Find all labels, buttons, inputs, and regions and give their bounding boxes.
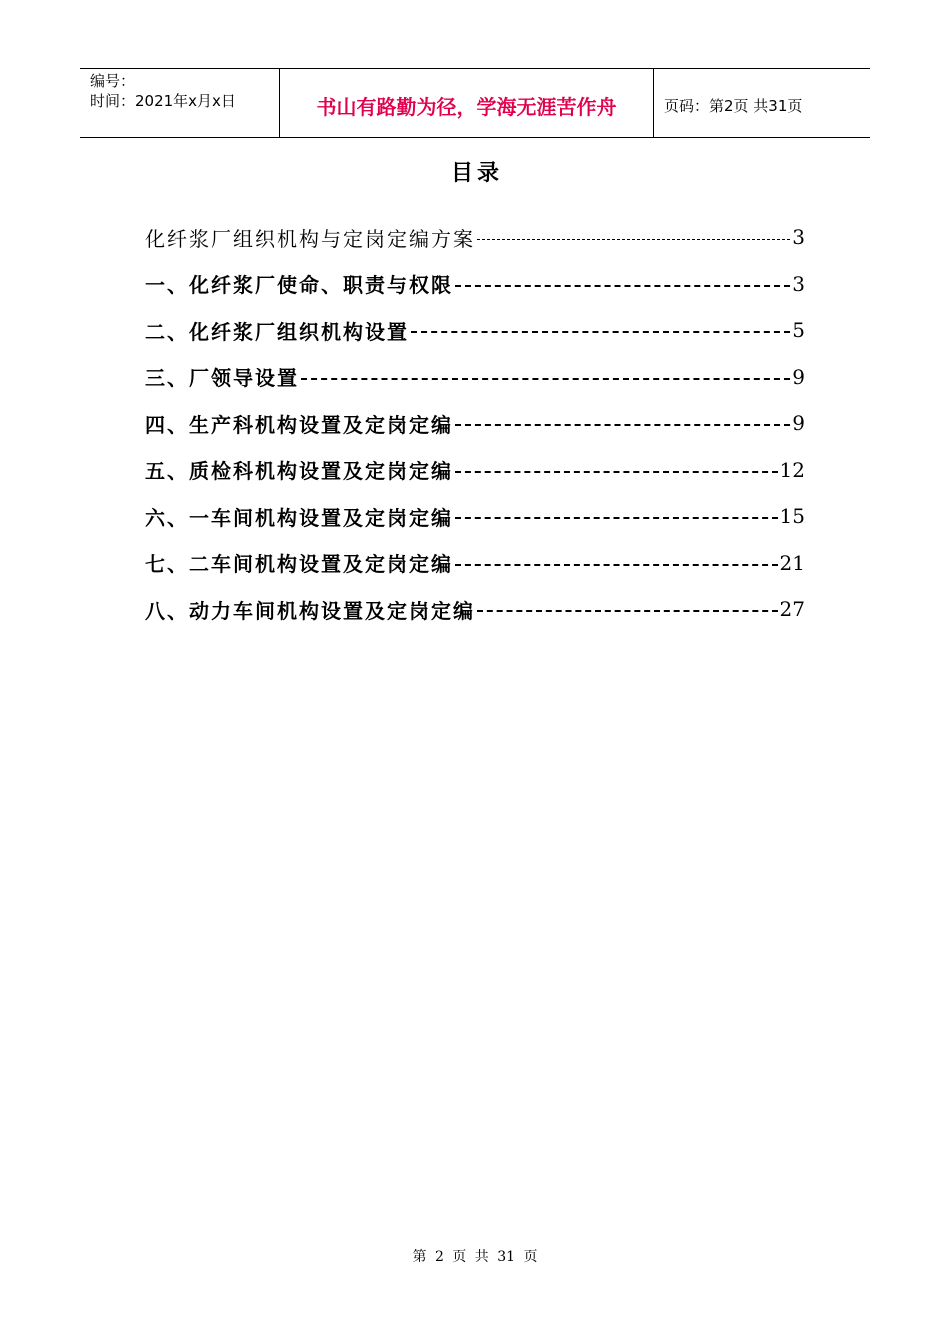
toc-entry-page: 27 xyxy=(779,597,805,622)
toc-entry[interactable] xyxy=(145,307,805,354)
toc-entry[interactable] xyxy=(145,214,805,261)
toc-entry-page: 5 xyxy=(792,318,805,343)
toc-leader xyxy=(477,239,790,240)
toc-entry-label: 五、质检科机构设置及定岗定编 xyxy=(145,459,453,484)
toc-entry-label: 化纤浆厂组织机构与定岗定编方案 xyxy=(145,226,475,251)
toc-title: 目录 xyxy=(450,161,503,186)
toc-leader xyxy=(455,517,778,519)
toc-entry-page: 15 xyxy=(779,504,805,529)
header-motto: 书山有路勤为径，学海无涯苦作舟 xyxy=(280,69,654,137)
toc-leader xyxy=(477,610,778,612)
toc-entry-label: 二、化纤浆厂组织机构设置 xyxy=(145,319,409,344)
toc-entry-page: 9 xyxy=(792,411,805,436)
document-number-label: 编号： xyxy=(90,72,136,90)
page-header xyxy=(80,68,870,138)
toc-leader xyxy=(455,285,790,287)
toc-entry-label: 四、生产科机构设置及定岗定编 xyxy=(145,412,453,437)
toc-entry-label: 一、化纤浆厂使命、职责与权限 xyxy=(145,273,453,298)
toc-leader xyxy=(455,424,790,426)
toc-entry-page: 12 xyxy=(779,457,805,482)
toc-entry-label: 六、一车间机构设置及定岗定编 xyxy=(145,505,453,530)
toc-entry[interactable] xyxy=(145,586,805,633)
toc-entry-page: 9 xyxy=(792,364,805,389)
toc-entry[interactable] xyxy=(145,540,805,587)
toc-entry-label: 三、厂领导设置 xyxy=(145,366,299,391)
toc-entry[interactable] xyxy=(145,354,805,401)
table-of-contents xyxy=(145,214,805,633)
toc-leader xyxy=(411,331,790,333)
toc-entry-label: 八、动力车间机构设置及定岗定编 xyxy=(145,598,475,623)
toc-leader xyxy=(455,471,778,473)
toc-entry[interactable] xyxy=(145,261,805,308)
header-page-indicator: 页码：第2页 共31页 xyxy=(664,96,803,115)
page-footer: 第 2 页 共 31 页 xyxy=(412,1249,538,1265)
header-meta xyxy=(80,69,280,137)
toc-entry-page: 21 xyxy=(779,550,805,575)
toc-entry[interactable] xyxy=(145,400,805,447)
toc-leader xyxy=(455,564,778,566)
document-date-label: 时间：2021年x月x日 xyxy=(90,92,236,110)
toc-leader xyxy=(301,378,790,380)
toc-entry-label: 七、二车间机构设置及定岗定编 xyxy=(145,552,453,577)
toc-entry[interactable] xyxy=(145,447,805,494)
toc-entry-page: 3 xyxy=(792,225,805,250)
toc-entry[interactable] xyxy=(145,493,805,540)
toc-entry-page: 3 xyxy=(792,271,805,296)
